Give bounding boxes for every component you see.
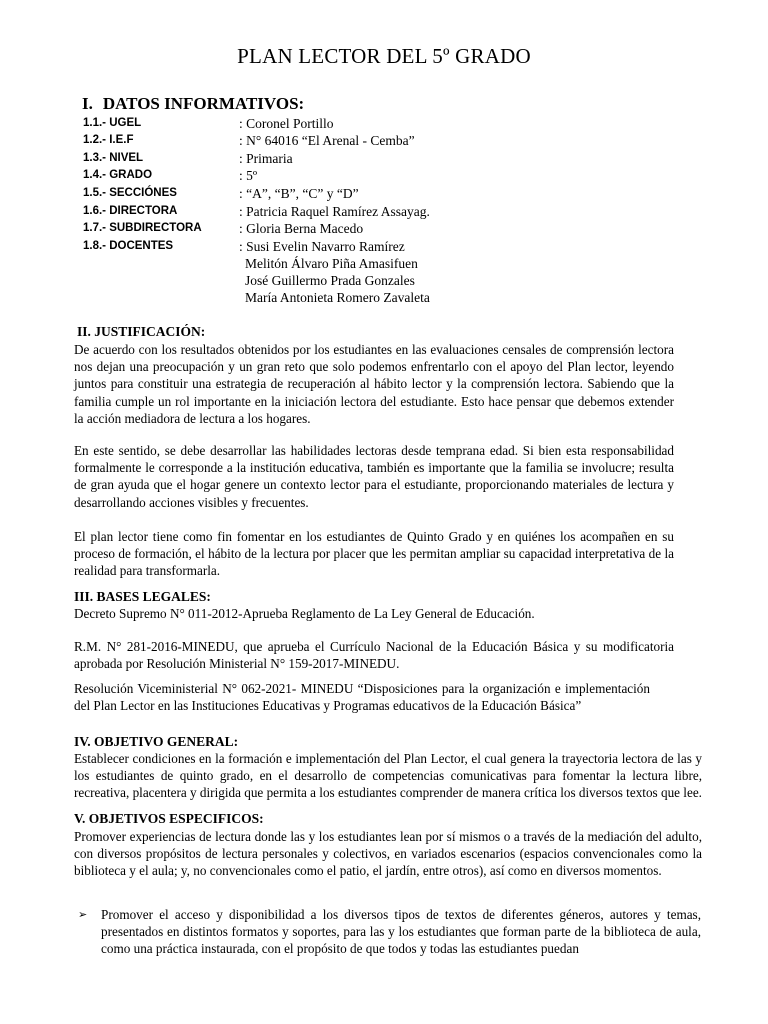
bases-legales-paragraph-2: R.M. N° 281-2016-MINEDU, que aprueba el Currículo Nacional de la Educación Básica y su modificatoria aprobada por Resolución Ministerial N° 159-2017-MINEDU. bbox=[74, 639, 674, 672]
objetivos-especificos-paragraph: Promover experiencias de lectura donde las y los estudiantes lean por sí mismos o a través de la mediación del adulto, con diversos propósitos de lectura personales y colectivos, en variados escenarios (espacios convencionales como la biblioteca y el aula; y, no convencionales como el patio, el jardín, entre otros), así como en diversos momentos. bbox=[74, 829, 702, 879]
info-key: 1.1.- UGEL bbox=[83, 117, 142, 129]
section-3-heading: III. BASES LEGALES: bbox=[74, 589, 211, 604]
justificacion-paragraph-3: El plan lector tiene como fin fomentar en los estudiantes de Quinto Grado y en quiénes los acompañen en su proceso de formación, el hábito de la lectura por placer que les permitan ampliar su capacidad interpretativa de la realidad para transformarla. bbox=[74, 529, 674, 579]
docente-name: Melitón Álvaro Piña Amasifuen bbox=[245, 256, 418, 271]
info-key: 1.2.- I.E.F bbox=[83, 134, 134, 146]
info-value: : Coronel Portillo bbox=[239, 116, 334, 131]
info-value: : Gloria Berna Macedo bbox=[239, 221, 364, 236]
section-1-title: DATOS INFORMATIVOS: bbox=[102, 94, 305, 113]
section-4-heading: IV. OBJETIVO GENERAL: bbox=[74, 734, 239, 749]
info-value: : 5º bbox=[239, 168, 258, 183]
info-key: 1.7.- SUBDIRECTORA bbox=[83, 222, 202, 234]
justificacion-paragraph-1: De acuerdo con los resultados obtenidos por los estudiantes en las evaluaciones censales de comprensión lectora nos dejan una preocupación y un gran reto que solo podemos enfrentarlo con el apoyo del Plan lector, leyendo juntos para constituir una estrategia de recuperación al hábito lector y la comprensión lectora. Sabiendo que la familia cumple un rol importante en la iniciación lectora del estudiante. Esto hace pensar que debemos extender la acción mediadora de lectura a los hogares. bbox=[74, 342, 674, 426]
objetivo-general-paragraph: Establecer condiciones en la formación e implementación del Plan Lector, el cual genera la trayectoria lectora de las y los estudiantes de quinto grado, en el desarrollo de competencias comunicativas para fomentar la lectura libre, recreativa, placentera y dirigida que permita a los estudiantes comprender de manera crítica los diversos textos que lee. bbox=[74, 751, 702, 801]
info-key: 1.4.- GRADO bbox=[83, 169, 153, 181]
bullet-text: Promover el acceso y disponibilidad a los diversos tipos de textos de diferentes géneros, autores y temas, presentados en distintos formatos y soportes, para las y los estudiantes que forman parte de la biblioteca de aula, como una práctica instaurada, con el propósito de que todos y todas las estudiantes puedan bbox=[101, 907, 701, 956]
bases-legales-paragraph-3: Resolución Viceministerial N° 062-2021- MINEDU “Disposiciones para la organización e implementación del Plan Lector en las Instituciones Educativas y Programas educativos de la Educación Básica” bbox=[74, 681, 650, 714]
info-value: : Primaria bbox=[239, 151, 293, 166]
bases-legales-paragraph-1: Decreto Supremo N° 011-2012-Aprueba Reglamento de La Ley General de Educación. bbox=[74, 606, 535, 621]
document-title: PLAN LECTOR DEL 5º GRADO bbox=[237, 44, 531, 68]
info-value: : Patricia Raquel Ramírez Assayag. bbox=[239, 204, 430, 219]
arrow-bullet-icon: ➢ bbox=[78, 908, 88, 921]
docente-name: María Antonieta Romero Zavaleta bbox=[245, 290, 430, 305]
section-2-heading: II. JUSTIFICACIÓN: bbox=[77, 324, 206, 339]
justificacion-paragraph-2: En este sentido, se debe desarrollar las habilidades lectoras desde temprana edad. Si bien esta responsabilidad formalmente le corresponde a la institución educativa, también es importante que la familia se involucre; resulta de gran ayuda que el hogar genere un contexto lector para el estudiante, proporcionando materiales de lectura y desarrollando acciones visibles y frecuentes. bbox=[74, 443, 674, 510]
info-value: : N° 64016 “El Arenal - Cemba” bbox=[239, 133, 415, 148]
info-value: : Susi Evelin Navarro Ramírez bbox=[239, 239, 405, 254]
info-key: 1.8.- DOCENTES bbox=[83, 240, 174, 252]
docente-name: José Guillermo Prada Gonzales bbox=[245, 273, 415, 288]
section-1-heading bbox=[82, 94, 304, 114]
info-key: 1.3.- NIVEL bbox=[83, 152, 144, 164]
section-1-number: I. bbox=[82, 94, 93, 113]
info-key: 1.6.- DIRECTORA bbox=[83, 205, 178, 217]
info-value: : “A”, “B”, “C” y “D” bbox=[239, 186, 359, 201]
info-key: 1.5.- SECCIÓNES bbox=[83, 187, 177, 199]
section-5-heading: V. OBJETIVOS ESPECIFICOS: bbox=[74, 811, 264, 826]
